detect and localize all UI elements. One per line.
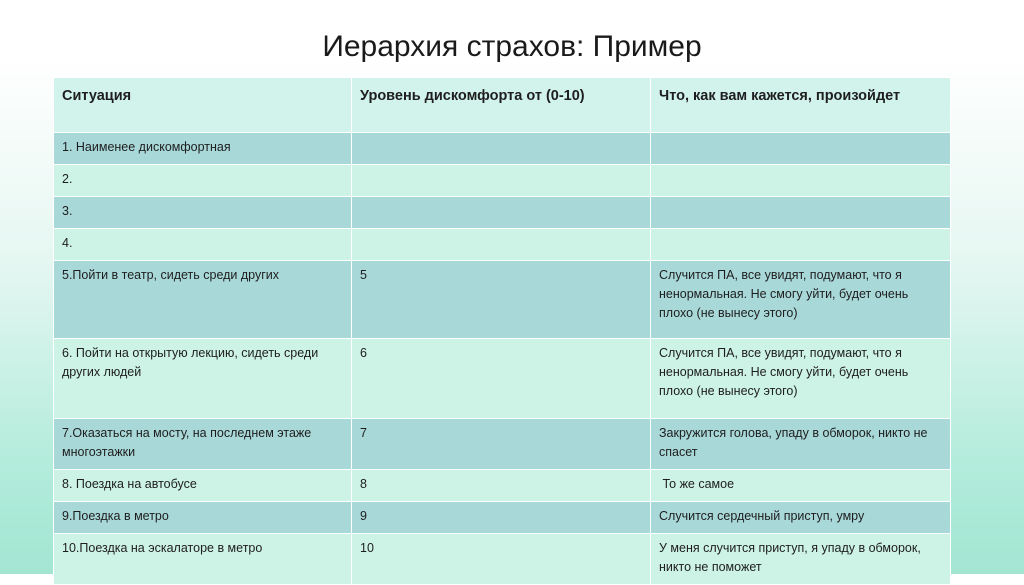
outcome-cell: То же самое — [651, 470, 951, 502]
situation-cell: 7.Оказаться на мосту, на последнем этаже многоэтажки — [54, 419, 352, 470]
discomfort-cell: 9 — [352, 502, 651, 534]
table-row — [54, 229, 951, 261]
outcome-cell — [651, 229, 951, 261]
table-row — [54, 133, 951, 165]
discomfort-cell — [352, 229, 651, 261]
table-row — [54, 197, 951, 229]
discomfort-cell: 10 — [352, 534, 651, 585]
slide-title: Иерархия страхов: Пример — [322, 30, 702, 63]
table-row — [54, 470, 951, 502]
discomfort-cell — [352, 165, 651, 197]
situation-cell: 9.Поездка в метро — [54, 502, 352, 534]
outcome-cell — [651, 197, 951, 229]
outcome-cell: Закружится голова, упаду в обморок, никто не спасет — [651, 419, 951, 470]
situation-cell: 6. Пойти на открытую лекцию, сидеть среди других людей — [54, 339, 352, 419]
outcome-cell — [651, 133, 951, 165]
outcome-cell — [651, 165, 951, 197]
situation-cell: 3. — [54, 197, 352, 229]
discomfort-cell: 6 — [352, 339, 651, 419]
header-situation: Ситуация — [54, 78, 352, 133]
outcome-cell: Случится сердечный приступ, умру — [651, 502, 951, 534]
table-row — [54, 419, 951, 470]
situation-cell: 4. — [54, 229, 352, 261]
fear-hierarchy-table — [53, 77, 951, 585]
discomfort-cell: 5 — [352, 261, 651, 339]
outcome-cell: Случится ПА, все увидят, подумают, что я ненормальная. Не смогу уйти, будет очень плохо (не вынесу этого) — [651, 261, 951, 339]
discomfort-cell — [352, 197, 651, 229]
discomfort-cell: 7 — [352, 419, 651, 470]
situation-cell: 8. Поездка на автобусе — [54, 470, 352, 502]
table-row — [54, 339, 951, 419]
table-row — [54, 261, 951, 339]
header-discomfort-level: Уровень дискомфорта от (0-10) — [352, 78, 651, 133]
outcome-cell: У меня случится приступ, я упаду в обморок, никто не поможет — [651, 534, 951, 585]
situation-cell: 2. — [54, 165, 352, 197]
situation-cell: 5.Пойти в театр, сидеть среди других — [54, 261, 352, 339]
table-header-row — [54, 78, 951, 133]
situation-cell: 1. Наименее дискомфортная — [54, 133, 352, 165]
table-row — [54, 165, 951, 197]
discomfort-cell: 8 — [352, 470, 651, 502]
header-expected-outcome: Что, как вам кажется, произойдет — [651, 78, 951, 133]
situation-cell: 10.Поездка на эскалаторе в метро — [54, 534, 352, 585]
discomfort-cell — [352, 133, 651, 165]
outcome-cell: Случится ПА, все увидят, подумают, что я ненормальная. Не смогу уйти, будет очень плохо (не вынесу этого) — [651, 339, 951, 419]
table-row — [54, 534, 951, 585]
table-row — [54, 502, 951, 534]
